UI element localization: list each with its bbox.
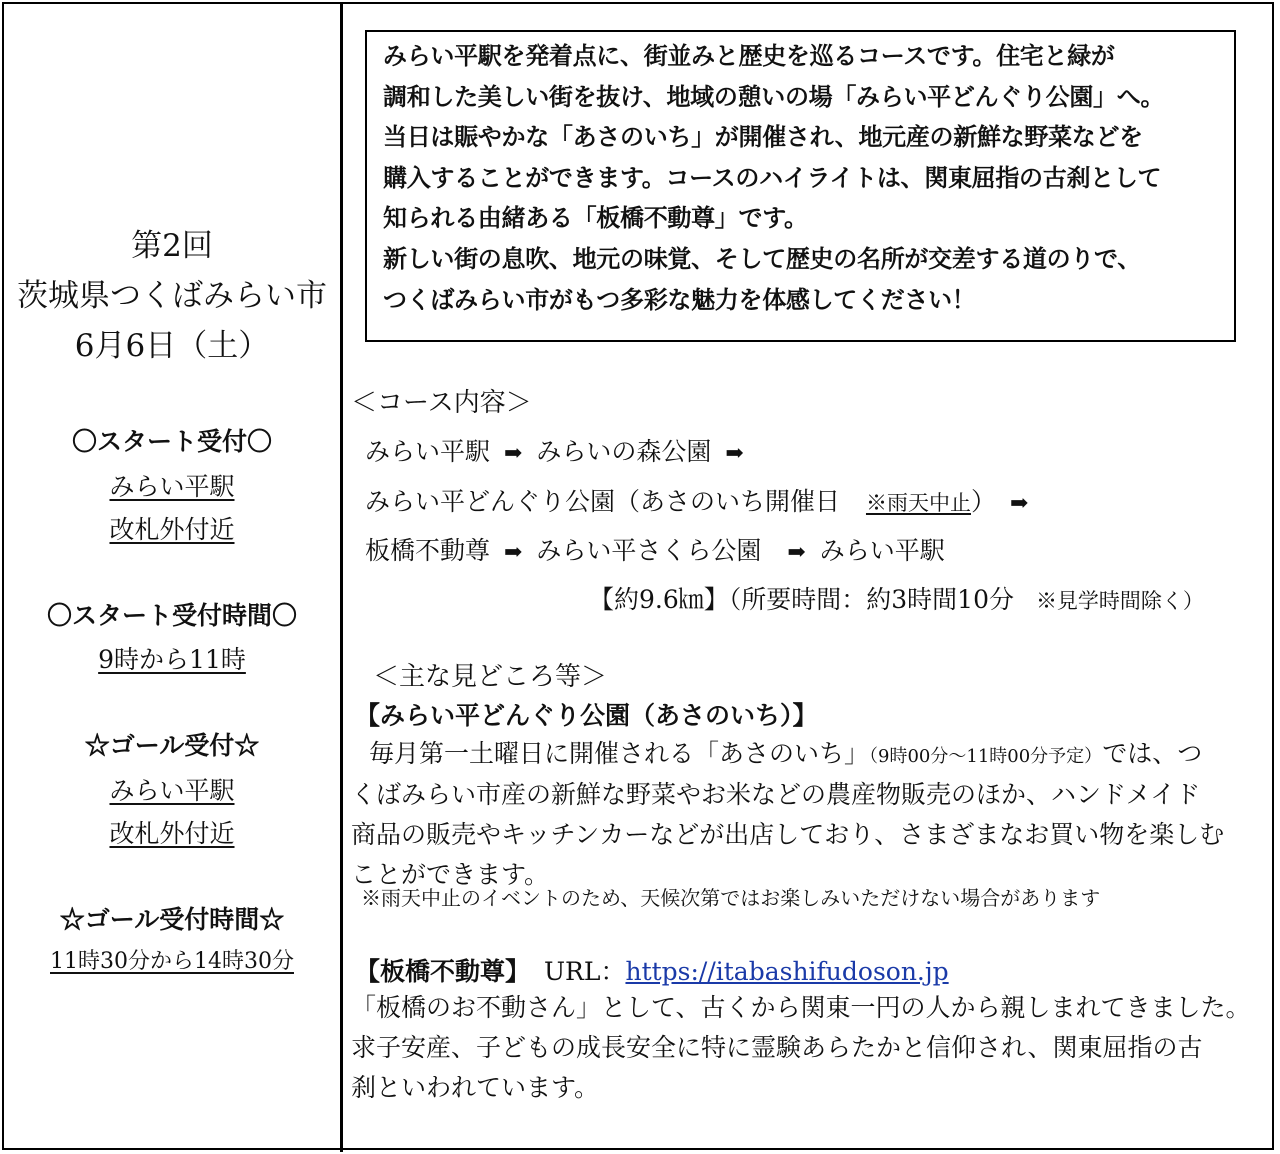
course-row-2 (365, 482, 1034, 518)
intro-line: つくばみらい市がもつ多彩な魅力を体感してください！ (383, 284, 976, 314)
url-label: URL： (543, 957, 626, 986)
distance-text: 【約9.6㎞】（所要時間：約3時間10分 (589, 585, 1014, 614)
start-reception-place-1: みらい平駅 (109, 472, 235, 501)
intro-line: 調和した美しい街を抜け、地域の憩いの場「みらい平どんぐり公園」へ。 (383, 81, 1165, 111)
page-frame (2, 2, 1274, 1150)
course-stop: 板橋不動尊 (365, 536, 491, 565)
course-details-column (343, 4, 1274, 1152)
event-date: 6月6日（土） (74, 328, 270, 364)
spot1-line-4: ことができます。 (351, 860, 550, 889)
spot1-title: 【みらい平どんぐり公園（あさのいち）】 (355, 701, 818, 730)
arrow-right-icon: ➡ (787, 539, 806, 565)
event-city: 茨城県つくばみらい市 (17, 278, 327, 314)
course-heading: ＜コース内容＞ (351, 388, 532, 418)
goal-reception-place-1: みらい平駅 (109, 776, 235, 805)
spot1-text: では、つ (1102, 739, 1203, 768)
spot2-title: 【板橋不動尊】 (355, 957, 531, 986)
itabashi-fudoson-link[interactable]: https://itabashifudoson.jp (625, 957, 949, 986)
goal-time-value: 11時30分から14時30分 (50, 949, 294, 974)
spot2-line-3: 刹といわれています。 (351, 1073, 600, 1102)
arrow-right-icon: ➡ (503, 539, 523, 565)
spot2-header (355, 952, 949, 988)
course-distance (589, 580, 1204, 616)
start-reception-place-2: 改札外付近 (109, 515, 235, 544)
course-stop: みらい平さくら公園 (536, 536, 762, 565)
course-stop-close: ） (970, 487, 996, 516)
course-stop: みらい平駅 (819, 536, 945, 565)
spot1-note: ※雨天中止のイベントのため、天候次第ではお楽しみいただけない場合があります (361, 886, 1101, 910)
intro-box (365, 30, 1236, 342)
intro-line: 新しい街の息吹、地元の味覚、そして歴史の名所が交差する道のりで、 (383, 243, 1141, 273)
start-reception-heading: 〇スタート受付〇 (71, 427, 272, 456)
spot2-line-1: 「板橋のお不動さん」として、古くから関東一円の人から親しまれてきました。 (351, 993, 1251, 1022)
distance-note: ※見学時間除く） (1035, 589, 1204, 613)
course-stop: みらい平どんぐり公園（あさのいち開催日 (365, 487, 841, 516)
course-row-3 (365, 531, 945, 567)
intro-line: 当日は賑やかな「あさのいち」が開催され、地元産の新鮮な野菜などを (383, 122, 1143, 152)
course-stop: みらい平駅 (365, 437, 491, 466)
arrow-right-icon: ➡ (503, 440, 523, 466)
goal-reception-heading: ☆ゴール受付☆ (84, 731, 260, 760)
intro-line: 知られる由緒ある「板橋不動尊」です。 (383, 203, 808, 233)
spot1-text: 毎月第一土曜日に開催される「あさのいち」 (369, 739, 870, 768)
goal-time-heading: ☆ゴール受付時間☆ (59, 905, 285, 934)
event-info-column (4, 4, 340, 1152)
spot1-line-3: 商品の販売やキッチンカーなどが出店しており、さまざまなお買い物を楽しむ (351, 820, 1225, 849)
arrow-right-icon: ➡ (725, 440, 744, 466)
rain-cancel-note: ※雨天中止 (865, 491, 971, 515)
goal-reception-place-2: 改札外付近 (109, 819, 235, 848)
start-time-value: 9時から11時 (98, 645, 246, 674)
highlights-heading: ＜主な見どころ等＞ (373, 662, 608, 692)
start-time-heading: 〇スタート受付時間〇 (46, 601, 297, 630)
spot1-line-2: くばみらい市産の新鮮な野菜やお米などの農産物販売のほか、ハンドメイド (351, 780, 1201, 809)
arrow-right-icon: ➡ (1009, 490, 1029, 516)
intro-line: 購入することができます。コースのハイライトは、関東屈指の古刹として (383, 162, 1162, 192)
market-hours: （9時00分～11時00分予定） (869, 746, 1103, 767)
intro-line: みらい平駅を発着点に、街並みと歴史を巡るコースです。住宅と緑が (383, 41, 1115, 70)
course-row-1 (365, 432, 750, 468)
course-stop: みらいの森公園 (536, 437, 712, 466)
spot2-line-2: 求子安産、子どもの成長安全に特に霊験あらたかと信仰され、関東屈指の古 (351, 1033, 1203, 1062)
spot1-line-1 (369, 733, 1202, 777)
event-round: 第2回 (131, 228, 213, 264)
